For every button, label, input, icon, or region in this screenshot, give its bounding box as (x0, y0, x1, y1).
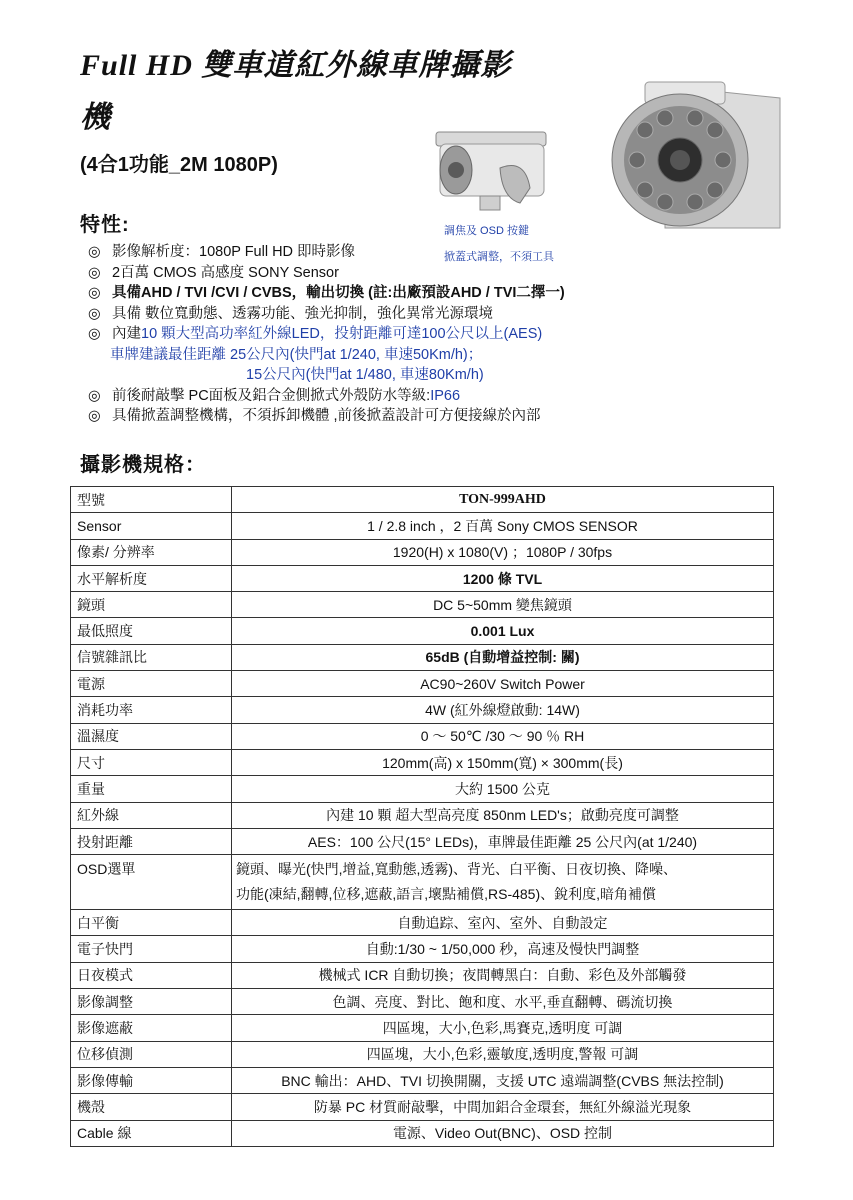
table-row: 影像傳輸 BNC 輸出：AHD、TVI 切換開關，支援 UTC 遠端調整(CVBS 無法控制) (71, 1067, 774, 1093)
bullet-icon: ◎ (88, 408, 101, 424)
table-row: 溫濕度 0 ～ 50℃ /30 ～ 90 ％ RH (71, 723, 774, 749)
feature-item: ◎ 內建10 顆大型高功率紅外線LED，投射距離可達100公尺以上(AES) (88, 324, 565, 345)
table-row: 信號雜訊比 65dB (自動增益控制: 關) (71, 644, 774, 670)
table-row: 水平解析度 1200 條 TVL (71, 565, 774, 591)
table-row: 鏡頭 DC 5~50mm 變焦鏡頭 (71, 592, 774, 618)
features-list (88, 242, 565, 427)
page-title-line2: 機 (80, 101, 111, 134)
caption-flip-cover: 掀蓋式調整，不須工具 (444, 251, 554, 263)
table-row: 尺寸 120mm(高) x 150mm(寬) × 300mm(長) (71, 749, 774, 775)
table-row: 位移偵測 四區塊，大小,色彩,靈敏度,透明度,警報 可調 (71, 1041, 774, 1067)
table-row: 影像遮蔽 四區塊，大小,色彩,馬賽克,透明度 可調 (71, 1015, 774, 1041)
bullet-icon: ◎ (88, 264, 101, 281)
table-row: OSD選單 鏡頭、曝光(快門,增益,寬動態,透霧)、背光、白平衡、日夜切換、降噪、 功能(凍結,翻轉,位移,遮蔽,語言,壞點補償,RS-485)、銳利度,暗角補償 (71, 855, 774, 910)
spec-table (70, 486, 774, 1147)
table-row: 機殼 防暴 PC 材質耐敲擊，中間加鋁合金環套，無紅外線溢光現象 (71, 1094, 774, 1120)
bullet-icon: ◎ (88, 244, 101, 260)
table-row: 日夜模式 機械式 ICR 自動切換；夜間轉黑白：自動、彩色及外部觸發 (71, 962, 774, 988)
table-row: 像素/ 分辨率 1920(H) x 1080(V) ；1080P / 30fps (71, 539, 774, 565)
bullet-icon: ◎ (88, 387, 101, 404)
feature-item: ◎ 2百萬 CMOS 高感度 SONY Sensor (88, 263, 565, 284)
feature-item: ◎ 前後耐敲擊 PC面板及鋁合金側掀式外殼防水等級:IP66 (88, 386, 565, 407)
table-row: 重量 大約 1500 公克 (71, 776, 774, 802)
table-row: 白平衡 自動追踪、室內、室外、自動設定 (71, 910, 774, 936)
table-row: 消耗功率 4W (紅外線燈啟動: 14W) (71, 697, 774, 723)
feature-item: ◎ 具備AHD / TVI /CVI / CVBS，輸出切換 (註:出廠預設AHD / TVI二擇一) (88, 283, 565, 304)
feature-item: ◎ 具備掀蓋調整機構，不須拆卸機體 ,前後掀蓋設計可方便接線於內部 (88, 406, 565, 427)
table-row: 最低照度 0.001 Lux (71, 618, 774, 644)
table-row: Cable 線 電源、Video Out(BNC)、OSD 控制 (71, 1120, 774, 1146)
features-heading: 特性: (80, 214, 130, 236)
ip-rating: IP66 (430, 387, 461, 404)
distance-line-2: 15公尺內(快門at 1/480, 車速80Km/h) (246, 367, 484, 383)
distance-line-1: 車牌建議最佳距離 25公尺內(快門at 1/240, 車速50Km/h)； (110, 346, 483, 363)
table-row: 紅外線 內建 10 顆 超大型高亮度 850nm LED's；啟動亮度可調整 (71, 802, 774, 828)
page-title-line1: Full HD 雙車道紅外線車牌攝影 (80, 49, 512, 82)
feature-item: ◎ 影像解析度：1080P Full HD 即時影像 (88, 242, 565, 263)
feature-item: ◎ 具備 數位寬動態、透霧功能、強光抑制，強化異常光源環境 (88, 304, 565, 325)
table-row: 電子快門 自動:1/30 ~ 1/50,000 秒，高速及慢快門調整 (71, 936, 774, 962)
bullet-icon: ◎ (88, 285, 101, 301)
table-row: 型號 TON-999AHD (71, 487, 774, 513)
bullet-icon: ◎ (88, 326, 101, 342)
table-row: 投射距離 AES：100 公尺(15° LEDs)，車牌最佳距離 25 公尺內(at 1/240) (71, 828, 774, 854)
table-row: Sensor 1 / 2.8 inch ，2 百萬 Sony CMOS SENSOR (71, 513, 774, 539)
table-row: 影像調整 色調、亮度、對比、飽和度、水平,垂直翻轉、碼流切換 (71, 989, 774, 1015)
camera-small-image (430, 128, 560, 223)
page-subtitle: (4合1功能_2M 1080P) (80, 154, 278, 176)
bullet-icon: ◎ (88, 305, 101, 322)
table-row: 電源 AC90~260V Switch Power (71, 671, 774, 697)
caption-focus-osd: 調焦及 OSD 按鍵 (444, 225, 529, 237)
camera-large-image (605, 78, 785, 238)
spec-heading: 攝影機規格： (80, 454, 206, 476)
